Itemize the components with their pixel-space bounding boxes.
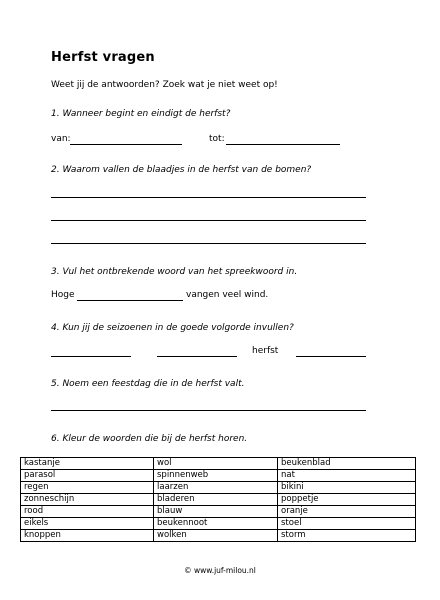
table-row xyxy=(21,482,416,494)
question-6: 6. Kleur de woorden die bij de herfst horen. xyxy=(51,434,248,444)
question-5: 5. Noem een feestdag die in de herfst valt. xyxy=(51,379,245,389)
q3-proverb-end: vangen veel wind. xyxy=(186,290,269,300)
table-row xyxy=(21,530,416,542)
question-3: 3. Vul het ontbrekende woord van het spreekwoord in. xyxy=(51,267,298,277)
q4-given-season: herfst xyxy=(252,346,279,356)
word-cell[interactable]: storm xyxy=(278,530,416,542)
q3-answer-line[interactable] xyxy=(77,300,183,301)
word-cell[interactable]: rood xyxy=(21,506,154,518)
q4-season-line[interactable] xyxy=(296,356,366,357)
word-cell[interactable]: bikini xyxy=(278,482,416,494)
table-row xyxy=(21,518,416,530)
word-cell[interactable]: wol xyxy=(154,458,278,470)
intro-text: Weet jij de antwoorden? Zoek wat je niet weet op! xyxy=(51,80,278,90)
word-cell[interactable]: blauw xyxy=(154,506,278,518)
word-cell[interactable]: kastanje xyxy=(21,458,154,470)
q3-proverb-start: Hoge xyxy=(51,290,75,300)
q1-from-label: van: xyxy=(51,134,71,144)
word-cell[interactable]: poppetje xyxy=(278,494,416,506)
word-cell[interactable]: laarzen xyxy=(154,482,278,494)
q2-answer-line[interactable] xyxy=(51,243,366,244)
word-cell[interactable]: spinnenweb xyxy=(154,470,278,482)
q4-season-line[interactable] xyxy=(157,356,237,357)
word-cell[interactable]: knoppen xyxy=(21,530,154,542)
question-1: 1. Wanneer begint en eindigt de herfst? xyxy=(51,109,231,119)
table-row xyxy=(21,458,416,470)
q1-from-answer-line[interactable] xyxy=(70,144,182,145)
q2-answer-line[interactable] xyxy=(51,197,366,198)
word-cell[interactable]: eikels xyxy=(21,518,154,530)
page-title: Herfst vragen xyxy=(51,50,155,65)
q1-to-label: tot: xyxy=(209,134,225,144)
q1-to-answer-line[interactable] xyxy=(226,144,340,145)
footer-copyright[interactable]: © www.juf-milou.nl xyxy=(184,566,256,575)
word-cell[interactable]: parasol xyxy=(21,470,154,482)
q4-season-line[interactable] xyxy=(51,356,131,357)
word-cell[interactable]: bladeren xyxy=(154,494,278,506)
word-cell[interactable]: zonneschijn xyxy=(21,494,154,506)
word-cell[interactable]: wolken xyxy=(154,530,278,542)
word-cell[interactable]: oranje xyxy=(278,506,416,518)
q2-answer-line[interactable] xyxy=(51,220,366,221)
question-4: 4. Kun jij de seizoenen in de goede volgorde invullen? xyxy=(51,323,294,333)
table-row xyxy=(21,470,416,482)
q5-answer-line[interactable] xyxy=(51,410,366,411)
word-cell[interactable]: stoel xyxy=(278,518,416,530)
word-cell[interactable]: nat xyxy=(278,470,416,482)
word-cell[interactable]: regen xyxy=(21,482,154,494)
word-cell[interactable]: beukenblad xyxy=(278,458,416,470)
table-row xyxy=(21,506,416,518)
table-row xyxy=(21,494,416,506)
word-table xyxy=(20,457,416,542)
question-2: 2. Waarom vallen de blaadjes in de herfst van de bomen? xyxy=(51,165,312,175)
word-cell[interactable]: beukennoot xyxy=(154,518,278,530)
